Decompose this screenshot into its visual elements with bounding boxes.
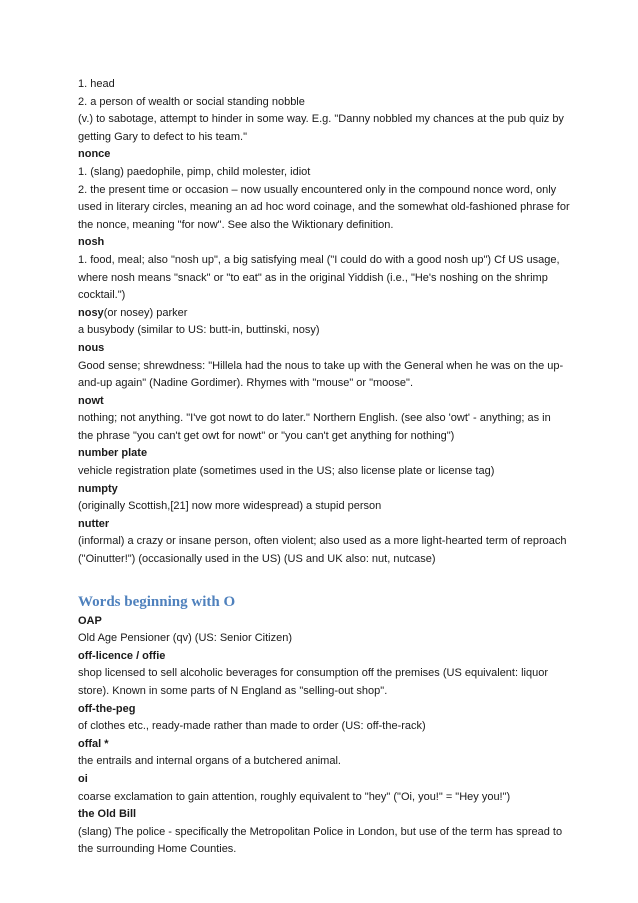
definition-line: of clothes etc., ready-made rather than made to order (US: off-the-rack): [78, 720, 426, 733]
definition-line: (slang) The police - specifically the Metropolitan Police in London, but use of the term has spread to: [78, 825, 563, 838]
term-text: nosy: [78, 306, 104, 319]
glossary-term: [78, 445, 568, 463]
section-heading-o: Words beginning with O: [78, 593, 236, 610]
definition-line: ("Oinutter!") (occasionally used in the US) (US and UK also: nut, nutcase): [78, 553, 436, 566]
definition-line: 2. the present time or occasion – now usually encountered only in the compound nonce word, only: [78, 183, 557, 196]
term-text: the Old Bill: [78, 808, 137, 821]
glossary-block-n: [78, 76, 568, 569]
section-spacer: [78, 569, 568, 591]
glossary-term: [78, 146, 568, 164]
term-text: nous: [78, 341, 105, 354]
term-text: OAP: [78, 614, 102, 627]
definition-line: (v.) to sabotage, attempt to hinder in some way. E.g. "Danny nobbled my chances at the pub quiz by: [78, 113, 564, 126]
term-suffix: (or nosey) parker: [103, 306, 188, 319]
term-text: off-the-peg: [78, 702, 136, 715]
definition-line: Good sense; shrewdness: "Hillela had the nous to take up with the General when he was on the up-: [78, 359, 564, 372]
definition-line: nothing; not anything. "I've got nowt to do later." Northern English. (see also 'owt' - anything; as in: [78, 412, 551, 425]
term-text: nutter: [78, 517, 110, 530]
definition-line: where nosh means "snack" or "to eat" as in the original Yiddish (i.e., "He's noshing on the shrimp: [78, 271, 548, 284]
glossary-term: [78, 234, 568, 252]
definition-line: the surrounding Home Counties.: [78, 843, 237, 856]
document-page: [78, 76, 568, 859]
glossary-term: [78, 393, 568, 411]
glossary-term: [78, 481, 568, 499]
glossary-block-o: [78, 613, 568, 859]
glossary-term: [78, 340, 568, 358]
definition-line: the entrails and internal organs of a butchered animal.: [78, 755, 341, 768]
definition-line: Old Age Pensioner (qv) (US: Senior Citizen): [78, 632, 292, 645]
term-text: nowt: [78, 394, 104, 407]
definition-line: shop licensed to sell alcoholic beverages for consumption off the premises (US equivalent: liquor: [78, 667, 548, 680]
definition-line: and-up again" (Nadine Gordimer). Rhymes with "mouse" or "moose".: [78, 377, 413, 390]
definition-line: the phrase "you can't get owt for nowt" or "you can't get anything for nothing"): [78, 429, 455, 442]
glossary-term: [78, 613, 568, 631]
term-text: numpty: [78, 482, 118, 495]
definition-line: (informal) a crazy or insane person, often violent; also used as a more light-hearted term of reproach: [78, 535, 567, 548]
definition-line: 1. (slang) paedophile, pimp, child molester, idiot: [78, 165, 311, 178]
term-text: offal *: [78, 737, 109, 750]
glossary-term: [78, 516, 568, 534]
definition-line: 1. head: [78, 78, 115, 90]
definition-line: getting Gary to defect to his team.": [78, 130, 247, 143]
glossary-term: [78, 305, 568, 323]
term-text: nonce: [78, 148, 111, 161]
definition-line: 1. food, meal; also "nosh up", a big satisfying meal ("I could do with a good nosh up") Cf US usage,: [78, 253, 560, 266]
definition-line: 2. a person of wealth or social standing nobble: [78, 95, 305, 108]
definition-line: (originally Scottish,[21] now more widespread) a stupid person: [78, 500, 382, 513]
glossary-term: [78, 701, 568, 719]
definition-line: store). Known in some parts of N England as "selling-out shop".: [78, 685, 388, 697]
glossary-term: [78, 736, 568, 754]
glossary-term: [78, 648, 568, 666]
term-text: off-licence / offie: [78, 649, 166, 662]
definition-line: cocktail."): [78, 289, 126, 302]
glossary-term: [78, 806, 568, 824]
term-text: oi: [78, 772, 88, 785]
glossary-term: [78, 771, 568, 789]
term-text: number plate: [78, 447, 148, 460]
definition-line: the nonce, meaning "for now". See also the Wiktionary definition.: [78, 218, 394, 231]
term-text: nosh: [78, 236, 105, 249]
definition-line: coarse exclamation to gain attention, roughly equivalent to "hey" ("Oi, you!" = "Hey you!"): [78, 790, 511, 803]
definition-line: vehicle registration plate (sometimes used in the US; also license plate or license tag): [78, 465, 495, 478]
definition-line: a busybody (similar to US: butt-in, buttinski, nosy): [78, 324, 320, 337]
definition-line: used in literary circles, meaning an ad hoc word coinage, and the somewhat old-fashioned phrase for: [78, 201, 570, 214]
